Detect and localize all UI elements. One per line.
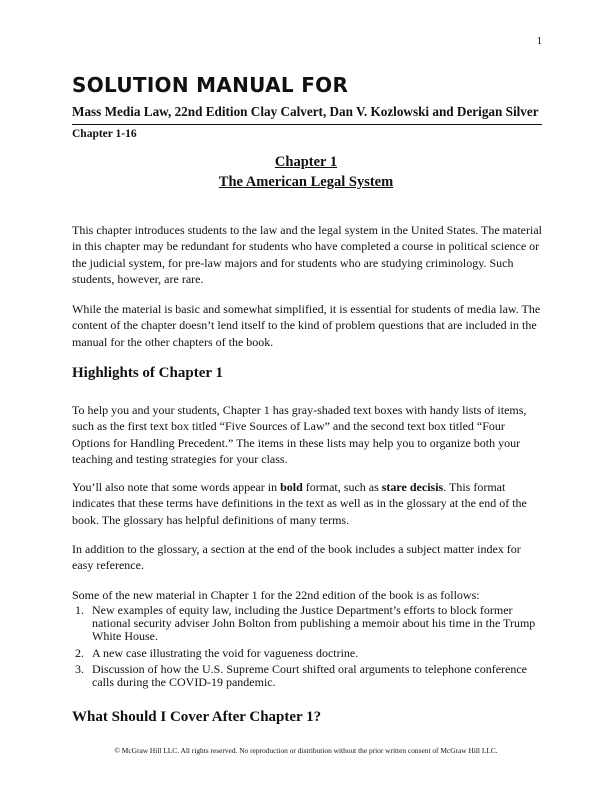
bold-note-text-c: . This format indicates that these terms have definitions in the text as well as in the glossary at the end of the book. The glossary has helpful definitions of many terms. <box>72 480 527 527</box>
bold-note-text-b: format, such as <box>302 480 382 494</box>
bold-note-text-a: You’ll also note that some words appear in <box>72 480 281 494</box>
chapter-title: The American Legal System <box>218 174 394 190</box>
copyright-footer: © McGraw Hill LLC. All rights reserved. No reproduction or distribution without the prior written consent of McGraw Hill LLC. <box>114 746 498 755</box>
intro-paragraph-2: While the material is basic and somewhat simplified, it is essential for students of media law. The content of the chapter doesn’t lend itself to the kind of problem questions that are included in the manual for the other chapters of the book. <box>72 302 541 349</box>
list-item <box>72 604 542 644</box>
list-item-number: 1. <box>75 603 84 617</box>
list-item <box>72 663 542 689</box>
highlights-paragraph-3: In addition to the glossary, a section at the end of the book includes a subject matter index for easy reference. <box>72 542 521 573</box>
chapter-range: Chapter 1-16 <box>72 128 137 140</box>
page-number: 1 <box>536 36 542 47</box>
list-item-text: New examples of equity law, including the Justice Department’s efforts to block former national security adviser John Bolton from publishing a memoir about his time in the Trump White House. <box>92 603 536 644</box>
highlights-paragraph-2 <box>72 479 542 528</box>
list-item-number: 3. <box>75 661 84 676</box>
cover-heading: What Should I Cover After Chapter 1? <box>72 709 322 725</box>
list-item-text: A new case illustrating the void for vagueness doctrine. <box>92 645 359 660</box>
chapter-number: Chapter 1 <box>274 154 338 170</box>
list-item-number: 2. <box>75 645 84 660</box>
highlights-heading: Highlights of Chapter 1 <box>72 365 223 381</box>
highlights-paragraph-4: Some of the new material in Chapter 1 for the 22nd edition of the book is as follows: <box>72 588 480 602</box>
list-item <box>72 647 542 660</box>
bold-term-stare-decisis: stare decisis <box>381 480 444 494</box>
document-title: SOLUTION MANUAL FOR <box>72 73 349 97</box>
new-material-list <box>72 604 542 692</box>
intro-paragraph-1: This chapter introduces students to the law and the legal system in the United States. The material in this chapter may be redundant for students who have completed a course in political science or the judicial system, for pre-law majors and for students who are studying criminology. Such students, however, are rare. <box>72 223 542 287</box>
bold-term-bold: bold <box>280 480 303 494</box>
list-item-text: Discussion of how the U.S. Supreme Court shifted oral arguments to telephone conference calls during the COVID-19 pandemic. <box>92 661 528 690</box>
book-subtitle: Mass Media Law, 22nd Edition Clay Calvert, Dan V. Kozlowski and Derigan Silver <box>72 104 542 125</box>
highlights-paragraph-1: To help you and your students, Chapter 1 has gray-shaded text boxes with handy lists of items, such as the first text box titled “Five Sources of Law” and the second text box titled “Four Options for Handling Precedent.” The items in these lists may help you to organize both your teaching and testing strategies for your class. <box>72 403 527 467</box>
